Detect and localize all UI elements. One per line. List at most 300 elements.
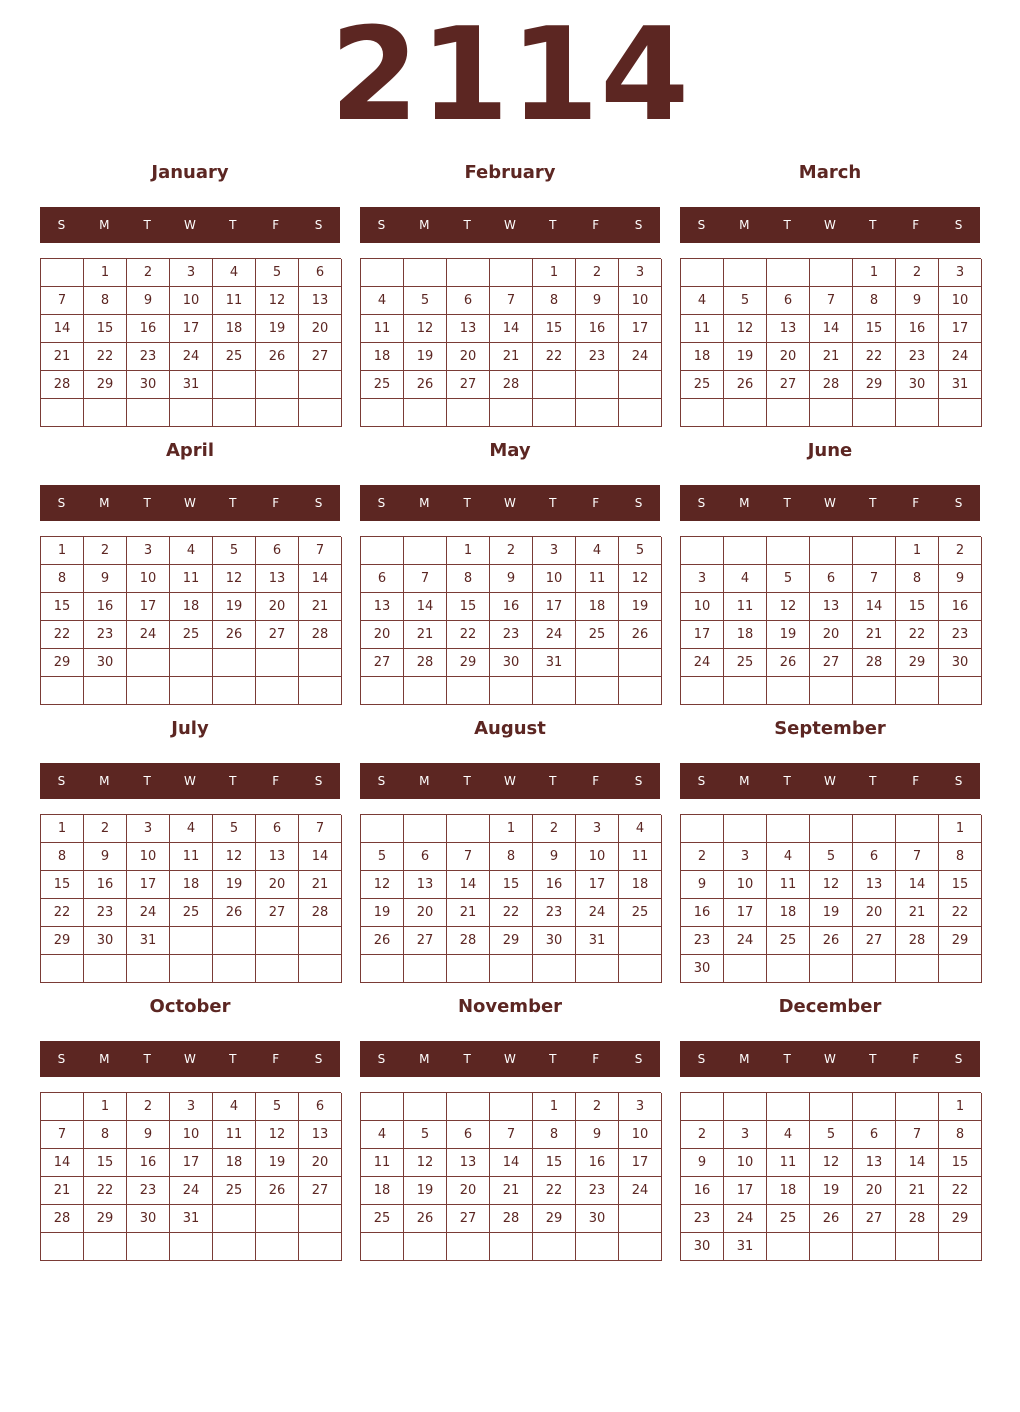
day-cell: 27 bbox=[853, 1205, 896, 1233]
weekday-label: F bbox=[912, 1052, 920, 1066]
day-cell: 13 bbox=[810, 593, 853, 621]
day-cell: 24 bbox=[939, 343, 982, 371]
day-cell: 11 bbox=[681, 315, 724, 343]
weekday-label: T bbox=[229, 218, 237, 232]
day-cell: 1 bbox=[84, 1093, 127, 1121]
day-cell: 23 bbox=[896, 343, 939, 371]
day-cell: 30 bbox=[490, 649, 533, 677]
day-cell: 30 bbox=[84, 927, 127, 955]
empty-day-cell bbox=[939, 677, 982, 705]
day-cell: 15 bbox=[533, 315, 576, 343]
day-cell: 6 bbox=[299, 259, 342, 287]
day-cell: 30 bbox=[681, 955, 724, 983]
empty-day-cell bbox=[361, 815, 404, 843]
day-cell: 30 bbox=[127, 1205, 170, 1233]
day-cell: 10 bbox=[724, 871, 767, 899]
empty-day-cell bbox=[681, 815, 724, 843]
empty-day-cell bbox=[447, 399, 490, 427]
empty-day-cell bbox=[619, 927, 662, 955]
day-cell: 10 bbox=[170, 287, 213, 315]
day-cell: 20 bbox=[853, 1177, 896, 1205]
day-cell: 9 bbox=[896, 287, 939, 315]
empty-day-cell bbox=[170, 677, 213, 705]
day-cell: 1 bbox=[939, 815, 982, 843]
day-cell: 11 bbox=[361, 1149, 404, 1177]
empty-day-cell bbox=[767, 259, 810, 287]
day-cell: 21 bbox=[41, 343, 84, 371]
weekday-header bbox=[40, 1041, 340, 1077]
day-cell: 19 bbox=[256, 315, 299, 343]
empty-day-cell bbox=[576, 677, 619, 705]
empty-day-cell bbox=[170, 399, 213, 427]
day-grid bbox=[680, 1092, 981, 1261]
day-cell: 14 bbox=[896, 1149, 939, 1177]
day-cell: 3 bbox=[127, 815, 170, 843]
weekday-label: T bbox=[143, 1052, 151, 1066]
day-cell: 23 bbox=[490, 621, 533, 649]
weekday-label: T bbox=[143, 218, 151, 232]
day-cell: 31 bbox=[576, 927, 619, 955]
day-cell: 9 bbox=[490, 565, 533, 593]
day-cell: 13 bbox=[447, 1149, 490, 1177]
empty-day-cell bbox=[490, 1233, 533, 1261]
day-cell: 1 bbox=[490, 815, 533, 843]
day-cell: 1 bbox=[533, 259, 576, 287]
weekday-label: S bbox=[57, 496, 66, 510]
empty-day-cell bbox=[767, 537, 810, 565]
weekday-label: S bbox=[57, 1052, 66, 1066]
empty-day-cell bbox=[404, 1093, 447, 1121]
day-cell: 31 bbox=[724, 1233, 767, 1261]
day-cell: 11 bbox=[767, 1149, 810, 1177]
day-cell: 4 bbox=[213, 259, 256, 287]
day-cell: 19 bbox=[213, 593, 256, 621]
day-cell: 28 bbox=[896, 1205, 939, 1233]
empty-day-cell bbox=[404, 815, 447, 843]
day-cell: 26 bbox=[213, 899, 256, 927]
day-cell: 4 bbox=[170, 815, 213, 843]
empty-day-cell bbox=[853, 399, 896, 427]
day-cell: 26 bbox=[404, 1205, 447, 1233]
day-cell: 5 bbox=[404, 287, 447, 315]
weekday-label: S bbox=[697, 1052, 706, 1066]
day-cell: 24 bbox=[170, 1177, 213, 1205]
day-cell: 24 bbox=[127, 621, 170, 649]
day-cell: 20 bbox=[447, 343, 490, 371]
day-cell: 27 bbox=[256, 899, 299, 927]
weekday-label: S bbox=[634, 218, 643, 232]
day-cell: 26 bbox=[256, 1177, 299, 1205]
empty-day-cell bbox=[213, 1233, 256, 1261]
empty-day-cell bbox=[170, 649, 213, 677]
day-cell: 6 bbox=[361, 565, 404, 593]
day-cell: 26 bbox=[810, 1205, 853, 1233]
weekday-label: W bbox=[184, 218, 196, 232]
day-cell: 7 bbox=[299, 815, 342, 843]
day-cell: 23 bbox=[681, 1205, 724, 1233]
weekday-label: S bbox=[57, 774, 66, 788]
weekday-label: M bbox=[419, 496, 430, 510]
day-cell: 7 bbox=[404, 565, 447, 593]
day-cell: 17 bbox=[127, 593, 170, 621]
empty-day-cell bbox=[213, 371, 256, 399]
empty-day-cell bbox=[361, 1233, 404, 1261]
empty-day-cell bbox=[896, 677, 939, 705]
day-cell: 29 bbox=[853, 371, 896, 399]
day-cell: 6 bbox=[767, 287, 810, 315]
day-cell: 19 bbox=[810, 1177, 853, 1205]
day-cell: 24 bbox=[681, 649, 724, 677]
day-cell: 24 bbox=[724, 927, 767, 955]
day-cell: 28 bbox=[447, 927, 490, 955]
day-cell: 22 bbox=[84, 1177, 127, 1205]
empty-day-cell bbox=[896, 1233, 939, 1261]
day-cell: 13 bbox=[767, 315, 810, 343]
day-cell: 8 bbox=[853, 287, 896, 315]
weekday-label: S bbox=[377, 496, 386, 510]
day-cell: 31 bbox=[939, 371, 982, 399]
day-cell: 12 bbox=[404, 315, 447, 343]
weekday-label: W bbox=[504, 496, 516, 510]
empty-day-cell bbox=[619, 1205, 662, 1233]
empty-day-cell bbox=[767, 1093, 810, 1121]
day-cell: 15 bbox=[896, 593, 939, 621]
day-cell: 22 bbox=[41, 899, 84, 927]
day-cell: 29 bbox=[939, 927, 982, 955]
weekday-label: S bbox=[954, 1052, 963, 1066]
empty-day-cell bbox=[213, 927, 256, 955]
weekday-label: F bbox=[272, 496, 280, 510]
day-grid bbox=[40, 258, 341, 427]
weekday-label: S bbox=[954, 496, 963, 510]
day-cell: 3 bbox=[681, 565, 724, 593]
month-name: February bbox=[464, 162, 556, 183]
day-cell: 17 bbox=[576, 871, 619, 899]
day-cell: 19 bbox=[213, 871, 256, 899]
empty-day-cell bbox=[361, 399, 404, 427]
day-cell: 12 bbox=[256, 287, 299, 315]
weekday-label: T bbox=[549, 496, 557, 510]
day-cell: 25 bbox=[681, 371, 724, 399]
weekday-label: M bbox=[739, 1052, 750, 1066]
weekday-label: S bbox=[314, 496, 323, 510]
day-cell: 30 bbox=[896, 371, 939, 399]
day-cell: 18 bbox=[681, 343, 724, 371]
weekday-label: M bbox=[99, 496, 110, 510]
day-cell: 25 bbox=[361, 1205, 404, 1233]
weekday-header bbox=[40, 763, 340, 799]
day-cell: 12 bbox=[619, 565, 662, 593]
day-cell: 3 bbox=[724, 1121, 767, 1149]
weekday-label: W bbox=[184, 496, 196, 510]
weekday-label: M bbox=[739, 774, 750, 788]
weekday-label: M bbox=[419, 1052, 430, 1066]
weekday-label: T bbox=[549, 774, 557, 788]
day-cell: 4 bbox=[767, 843, 810, 871]
empty-day-cell bbox=[361, 955, 404, 983]
weekday-label: S bbox=[57, 218, 66, 232]
day-cell: 16 bbox=[576, 315, 619, 343]
empty-day-cell bbox=[490, 259, 533, 287]
day-cell: 15 bbox=[490, 871, 533, 899]
weekday-label: F bbox=[592, 496, 600, 510]
weekday-label: T bbox=[463, 774, 471, 788]
weekday-label: S bbox=[697, 774, 706, 788]
empty-day-cell bbox=[724, 1093, 767, 1121]
day-cell: 30 bbox=[533, 927, 576, 955]
day-grid bbox=[40, 536, 341, 705]
day-cell: 28 bbox=[490, 371, 533, 399]
day-cell: 15 bbox=[447, 593, 490, 621]
weekday-label: S bbox=[377, 218, 386, 232]
day-cell: 11 bbox=[213, 287, 256, 315]
weekday-label: F bbox=[592, 218, 600, 232]
weekday-label: T bbox=[869, 774, 877, 788]
day-cell: 8 bbox=[896, 565, 939, 593]
day-cell: 10 bbox=[127, 565, 170, 593]
day-cell: 2 bbox=[127, 1093, 170, 1121]
empty-day-cell bbox=[127, 677, 170, 705]
month-name: October bbox=[149, 996, 231, 1017]
day-cell: 26 bbox=[213, 621, 256, 649]
day-cell: 19 bbox=[404, 343, 447, 371]
day-cell: 12 bbox=[810, 1149, 853, 1177]
empty-day-cell bbox=[447, 1233, 490, 1261]
weekday-label: F bbox=[912, 774, 920, 788]
day-cell: 15 bbox=[41, 593, 84, 621]
day-cell: 10 bbox=[681, 593, 724, 621]
day-cell: 21 bbox=[299, 593, 342, 621]
day-cell: 9 bbox=[127, 1121, 170, 1149]
day-cell: 14 bbox=[810, 315, 853, 343]
empty-day-cell bbox=[681, 1093, 724, 1121]
day-cell: 5 bbox=[619, 537, 662, 565]
weekday-label: W bbox=[504, 1052, 516, 1066]
day-cell: 20 bbox=[853, 899, 896, 927]
day-cell: 11 bbox=[213, 1121, 256, 1149]
weekday-label: T bbox=[143, 496, 151, 510]
day-cell: 2 bbox=[490, 537, 533, 565]
weekday-header bbox=[680, 763, 980, 799]
day-cell: 1 bbox=[41, 815, 84, 843]
day-cell: 6 bbox=[256, 815, 299, 843]
day-cell: 23 bbox=[681, 927, 724, 955]
day-cell: 14 bbox=[41, 1149, 84, 1177]
day-cell: 1 bbox=[853, 259, 896, 287]
day-cell: 23 bbox=[576, 1177, 619, 1205]
day-cell: 2 bbox=[896, 259, 939, 287]
day-cell: 15 bbox=[533, 1149, 576, 1177]
weekday-label: T bbox=[143, 774, 151, 788]
day-cell: 18 bbox=[170, 593, 213, 621]
empty-day-cell bbox=[724, 677, 767, 705]
day-cell: 1 bbox=[84, 259, 127, 287]
empty-day-cell bbox=[41, 677, 84, 705]
day-cell: 18 bbox=[767, 899, 810, 927]
day-cell: 2 bbox=[533, 815, 576, 843]
day-cell: 7 bbox=[810, 287, 853, 315]
empty-day-cell bbox=[896, 1093, 939, 1121]
empty-day-cell bbox=[170, 955, 213, 983]
day-cell: 16 bbox=[84, 871, 127, 899]
empty-day-cell bbox=[619, 371, 662, 399]
weekday-label: S bbox=[634, 1052, 643, 1066]
empty-day-cell bbox=[490, 677, 533, 705]
weekday-label: F bbox=[912, 218, 920, 232]
day-cell: 10 bbox=[576, 843, 619, 871]
empty-day-cell bbox=[256, 399, 299, 427]
day-cell: 27 bbox=[447, 1205, 490, 1233]
day-cell: 5 bbox=[810, 843, 853, 871]
day-cell: 8 bbox=[939, 1121, 982, 1149]
day-cell: 21 bbox=[896, 899, 939, 927]
empty-day-cell bbox=[41, 955, 84, 983]
day-cell: 9 bbox=[939, 565, 982, 593]
empty-day-cell bbox=[810, 399, 853, 427]
empty-day-cell bbox=[810, 259, 853, 287]
day-cell: 23 bbox=[939, 621, 982, 649]
day-cell: 5 bbox=[404, 1121, 447, 1149]
day-cell: 19 bbox=[619, 593, 662, 621]
day-cell: 14 bbox=[299, 843, 342, 871]
day-cell: 20 bbox=[299, 315, 342, 343]
empty-day-cell bbox=[404, 399, 447, 427]
weekday-header bbox=[360, 207, 660, 243]
empty-day-cell bbox=[256, 649, 299, 677]
empty-day-cell bbox=[41, 1233, 84, 1261]
weekday-label: T bbox=[783, 1052, 791, 1066]
day-cell: 19 bbox=[361, 899, 404, 927]
day-cell: 13 bbox=[299, 287, 342, 315]
day-cell: 26 bbox=[619, 621, 662, 649]
day-cell: 10 bbox=[724, 1149, 767, 1177]
day-cell: 10 bbox=[619, 1121, 662, 1149]
day-grid bbox=[40, 814, 341, 983]
day-cell: 28 bbox=[299, 621, 342, 649]
day-cell: 9 bbox=[681, 1149, 724, 1177]
day-cell: 18 bbox=[213, 315, 256, 343]
weekday-header bbox=[680, 1041, 980, 1077]
empty-day-cell bbox=[256, 927, 299, 955]
day-cell: 23 bbox=[84, 621, 127, 649]
month-name: April bbox=[165, 440, 215, 461]
empty-day-cell bbox=[299, 649, 342, 677]
day-cell: 20 bbox=[447, 1177, 490, 1205]
weekday-label: T bbox=[463, 496, 471, 510]
day-cell: 16 bbox=[681, 899, 724, 927]
empty-day-cell bbox=[127, 1233, 170, 1261]
day-cell: 27 bbox=[853, 927, 896, 955]
weekday-label: S bbox=[314, 1052, 323, 1066]
empty-day-cell bbox=[896, 955, 939, 983]
day-cell: 31 bbox=[170, 371, 213, 399]
day-cell: 21 bbox=[447, 899, 490, 927]
empty-day-cell bbox=[213, 649, 256, 677]
day-cell: 7 bbox=[41, 1121, 84, 1149]
empty-day-cell bbox=[256, 677, 299, 705]
day-cell: 28 bbox=[404, 649, 447, 677]
day-cell: 20 bbox=[299, 1149, 342, 1177]
day-cell: 29 bbox=[41, 927, 84, 955]
day-cell: 26 bbox=[404, 371, 447, 399]
weekday-label: T bbox=[463, 218, 471, 232]
weekday-header bbox=[680, 207, 980, 243]
day-cell: 5 bbox=[767, 565, 810, 593]
day-cell: 16 bbox=[127, 1149, 170, 1177]
day-cell: 25 bbox=[170, 899, 213, 927]
day-cell: 24 bbox=[170, 343, 213, 371]
day-cell: 18 bbox=[361, 1177, 404, 1205]
weekday-label: W bbox=[184, 1052, 196, 1066]
empty-day-cell bbox=[533, 399, 576, 427]
day-cell: 25 bbox=[767, 927, 810, 955]
day-cell: 3 bbox=[127, 537, 170, 565]
weekday-label: F bbox=[912, 496, 920, 510]
empty-day-cell bbox=[681, 259, 724, 287]
day-cell: 21 bbox=[299, 871, 342, 899]
day-cell: 28 bbox=[299, 899, 342, 927]
day-cell: 11 bbox=[767, 871, 810, 899]
day-cell: 17 bbox=[170, 315, 213, 343]
weekday-label: F bbox=[592, 774, 600, 788]
empty-day-cell bbox=[810, 677, 853, 705]
day-cell: 29 bbox=[533, 1205, 576, 1233]
day-cell: 13 bbox=[361, 593, 404, 621]
day-cell: 6 bbox=[447, 1121, 490, 1149]
day-cell: 21 bbox=[853, 621, 896, 649]
month-name: July bbox=[171, 718, 209, 739]
weekday-header bbox=[360, 485, 660, 521]
day-cell: 15 bbox=[939, 1149, 982, 1177]
day-cell: 9 bbox=[681, 871, 724, 899]
day-cell: 22 bbox=[533, 1177, 576, 1205]
day-cell: 17 bbox=[533, 593, 576, 621]
day-cell: 17 bbox=[170, 1149, 213, 1177]
month-name: June bbox=[807, 440, 853, 461]
month-name: September bbox=[774, 718, 886, 739]
weekday-label: S bbox=[954, 774, 963, 788]
empty-day-cell bbox=[299, 677, 342, 705]
day-cell: 18 bbox=[724, 621, 767, 649]
day-cell: 7 bbox=[853, 565, 896, 593]
weekday-label: M bbox=[419, 774, 430, 788]
day-cell: 20 bbox=[404, 899, 447, 927]
day-grid bbox=[360, 536, 661, 705]
day-cell: 25 bbox=[724, 649, 767, 677]
day-cell: 4 bbox=[681, 287, 724, 315]
day-cell: 23 bbox=[533, 899, 576, 927]
empty-day-cell bbox=[361, 537, 404, 565]
day-cell: 25 bbox=[213, 1177, 256, 1205]
day-cell: 24 bbox=[127, 899, 170, 927]
weekday-label: S bbox=[697, 496, 706, 510]
day-cell: 16 bbox=[490, 593, 533, 621]
day-cell: 18 bbox=[767, 1177, 810, 1205]
day-cell: 23 bbox=[576, 343, 619, 371]
empty-day-cell bbox=[84, 955, 127, 983]
day-cell: 25 bbox=[619, 899, 662, 927]
day-cell: 24 bbox=[619, 343, 662, 371]
day-cell: 17 bbox=[619, 1149, 662, 1177]
empty-day-cell bbox=[810, 537, 853, 565]
day-cell: 25 bbox=[361, 371, 404, 399]
weekday-label: M bbox=[99, 1052, 110, 1066]
day-cell: 12 bbox=[404, 1149, 447, 1177]
day-cell: 8 bbox=[490, 843, 533, 871]
day-cell: 21 bbox=[490, 343, 533, 371]
day-cell: 6 bbox=[256, 537, 299, 565]
day-cell: 4 bbox=[361, 1121, 404, 1149]
